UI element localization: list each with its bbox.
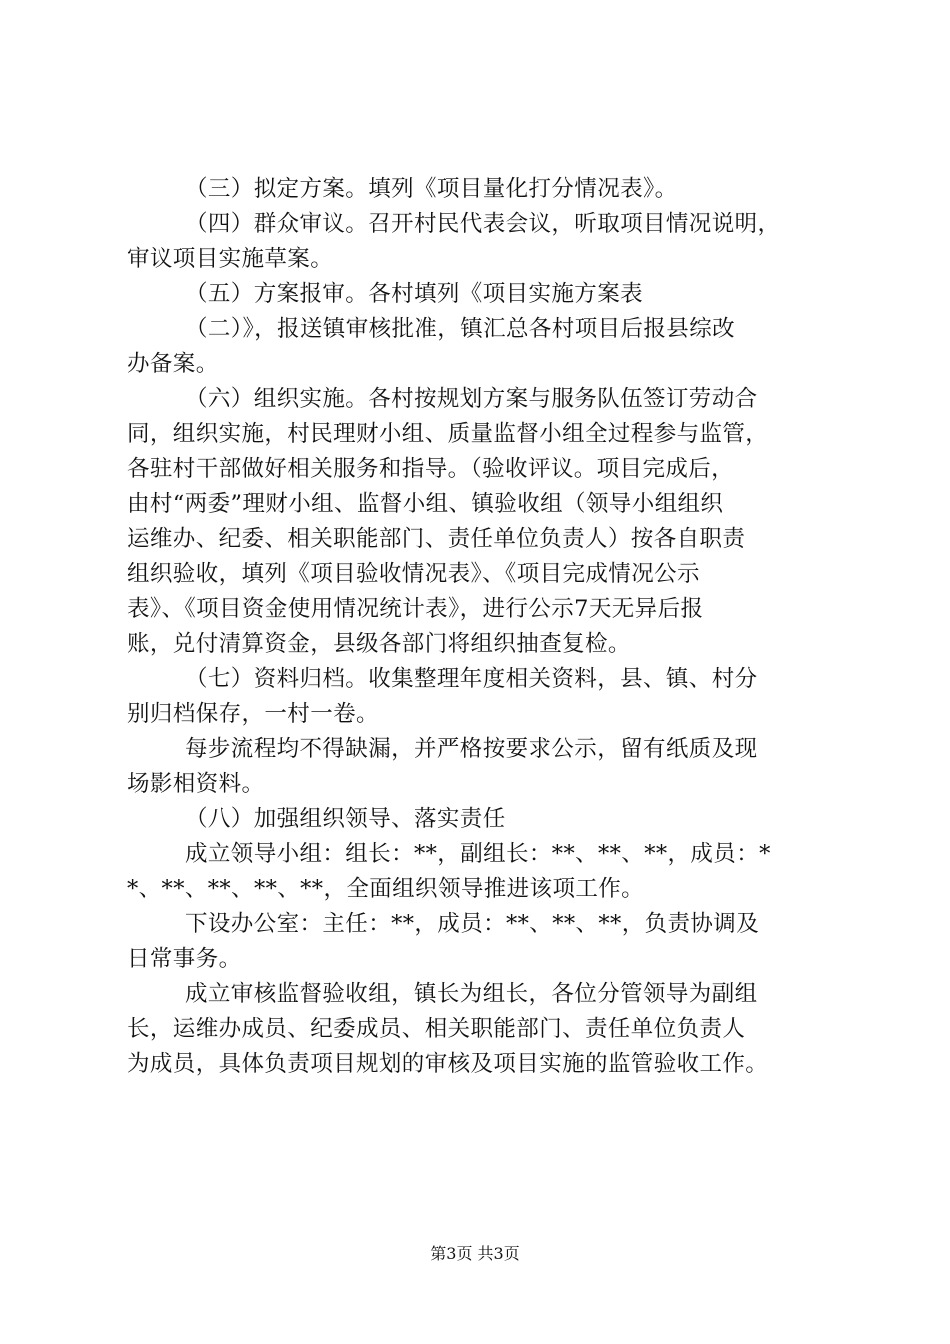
text-line: 账，兑付清算资金，县级各部门将组织抽查复检。 <box>127 631 631 657</box>
text-line: （八）加强组织领导、落实责任 <box>185 806 506 832</box>
text-line: 日常事务。 <box>127 946 242 972</box>
text-line: 成立领导小组：组长：**，副组长：**、**、**，成员：* <box>185 841 771 867</box>
text-line: 各驻村干部做好相关服务和指导。（验收评议。项目完成后， <box>127 456 735 482</box>
text-line: 长，运维办成员、纪委成员、相关职能部门、责任单位负责人 <box>127 1016 746 1042</box>
text-line: 审议项目实施草案。 <box>127 246 334 272</box>
text-line: （二）》，报送镇审核批准，镇汇总各村项目后报县综改 <box>185 316 736 342</box>
text-line: *、**、**、**、**，全面组织领导推进该项工作。 <box>127 876 645 902</box>
text-line: 每步流程均不得缺漏，并严格按要求公示，留有纸质及现 <box>185 736 758 762</box>
text-line: 表》、《项目资金使用情况统计表》，进行公示7天无异后报 <box>127 596 704 622</box>
text-line: 运维办、纪委、相关职能部门、责任单位负责人）按各自职责 <box>127 526 746 552</box>
text-line: 别归档保存，一村一卷。 <box>127 701 379 727</box>
text-line: （六）组织实施。各村按规划方案与服务队伍签订劳动合 <box>185 386 758 412</box>
document-body <box>127 172 847 1082</box>
page-footer: 第3页 共3页 <box>430 1244 520 1263</box>
text-line: （七）资料归档。收集整理年度相关资料，县、镇、村分 <box>185 666 758 692</box>
text-line: 场影相资料。 <box>127 771 265 797</box>
text-line: 由村“两委”理财小组、监督小组、镇验收组（领导小组组织 <box>127 491 724 517</box>
text-line: （三）拟定方案。填列《项目量化打分情况表》。 <box>185 176 678 202</box>
text-line: （五）方案报审。各村填列《项目实施方案表 <box>185 281 644 307</box>
text-line: 下设办公室：主任：**，成员：**、**、**，负责协调及 <box>185 911 760 937</box>
text-line: 同，组织实施，村民理财小组、质量监督小组全过程参与监管， <box>127 421 769 447</box>
text-line: 为成员，具体负责项目规划的审核及项目实施的监管验收工作。 <box>127 1051 769 1077</box>
text-line: 办备案。 <box>127 351 219 377</box>
text-line: 组织验收，填列《项目验收情况表》、《项目完成情况公示 <box>127 561 700 587</box>
text-line: （四）群众审议。召开村民代表会议，听取项目情况说明， <box>185 211 781 237</box>
text-line: 成立审核监督验收组，镇长为组长，各位分管领导为副组 <box>185 981 758 1007</box>
